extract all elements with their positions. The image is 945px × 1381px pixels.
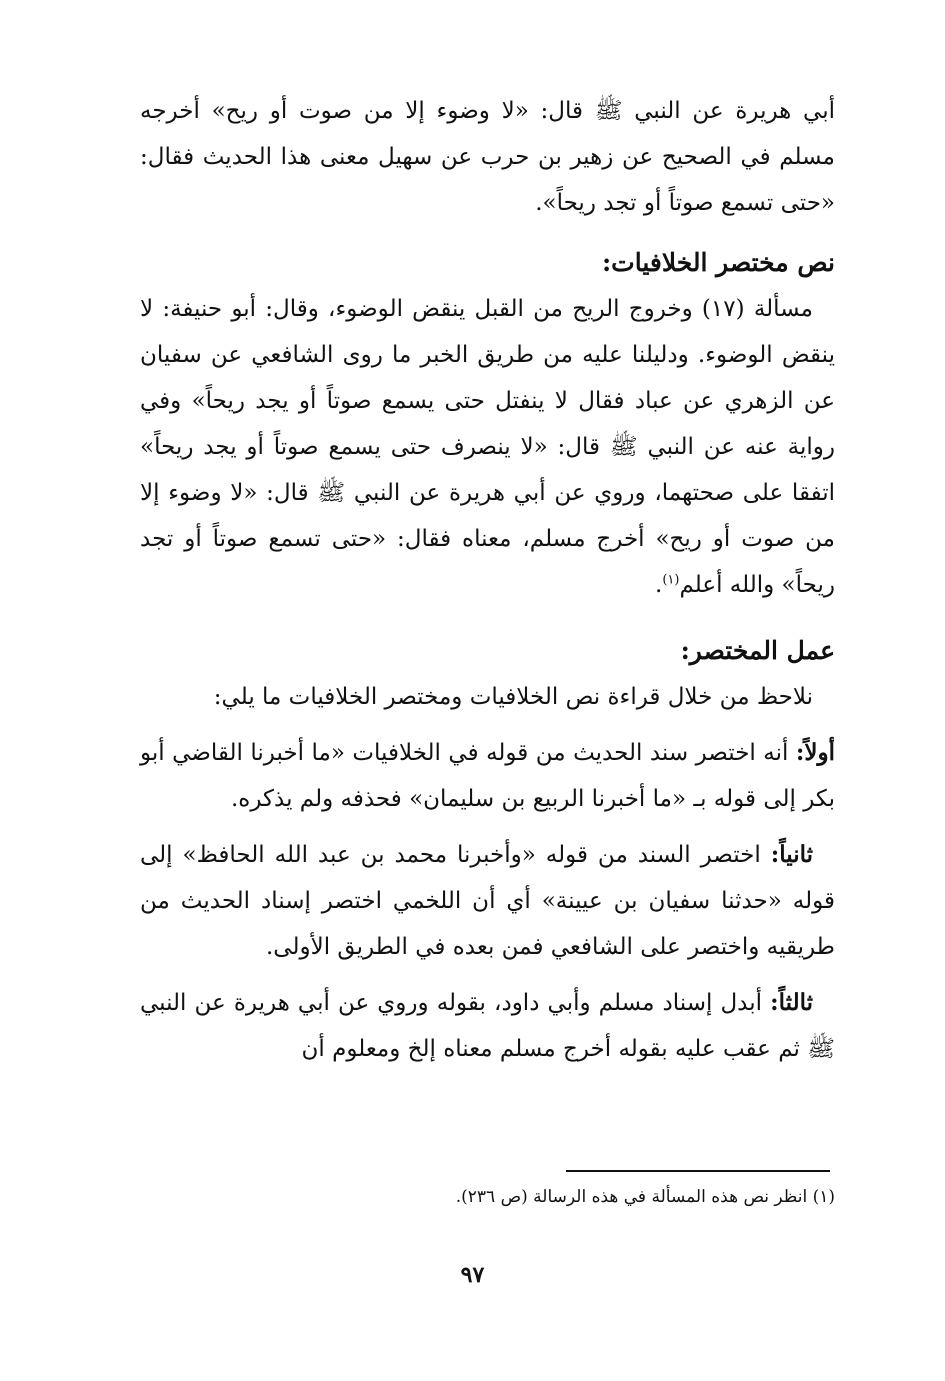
intro-paragraph: أبي هريرة عن النبي ﷺ قال: «لا وضوء إلا من صوت أو ريح» أخرجه مسلم في الصحيح عن زهير بن حرب عن سهيل معنى هذا الحديث فقال: «حتى تسمع صوتاً أو تجد ريحاً».	[140, 98, 835, 216]
section-text-body: مسألة (١٧) وخروج الريح من القبل ينقض الوضوء، وقال: أبو حنيفة: لا ينقض الوضوء. ودليلنا عليه من طريق الخبر ما روى الشافعي عن سفيان عن الزهري عن عباد فقال لا ينفتل حتى يسمع صوتاً أو يجد ريحاً» وفي رواية عنه عن النبي ﷺ قال: «لا ينصرف حتى يسمع صوتاً أو يجد ريحاً» اتفقا على صحتهما، وروي عن أبي هريرة عن النبي ﷺ قال: «لا وضوء إلا من صوت أو ريح» أخرج مسلم، معناه فقال: «حتى تسمع صوتاً أو تجد ريحاً» والله أعلم	[140, 296, 835, 598]
page-body	[140, 88, 835, 1072]
point-third-text: أبدل إسناد مسلم وأبي داود، بقوله وروي عن أبي هريرة عن النبي ﷺ ثم عقب عليه بقوله أخرج مسلم معناه إلخ ومعلوم أن	[140, 990, 835, 1062]
section-text-paragraph	[140, 286, 835, 608]
section-heading-text: نص مختصر الخلافيات:	[601, 248, 835, 277]
section-text-end: .	[655, 572, 663, 598]
point-first-text: أنه اختصر سند الحديث من قوله في الخلافيات «ما أخبرنا القاضي أبو بكر إلى قوله بـ «ما أخبرنا الربيع بن سليمان» فحذفه ولم يذكره.	[140, 740, 835, 812]
page-number: ٩٧	[460, 1262, 485, 1288]
point-first	[140, 730, 835, 822]
point-second-label: ثانياً:	[770, 841, 814, 868]
section-work-intro: نلاحظ من خلال قراءة نص الخلافيات ومختصر الخلافيات ما يلي:	[213, 684, 813, 710]
point-third	[140, 980, 835, 1072]
section-heading-work: عمل المختصر:	[680, 636, 835, 665]
point-second	[140, 832, 835, 970]
point-second-text: اختصر السند من قوله «وأخبرنا محمد بن عبد الله الحافظ» إلى قوله «حدثنا سفيان بن عيينة» أي أن اللخمي اختصر إسناد الحديث من طريقيه واختصر على الشافعي فمن بعده في الطريق الأولى.	[140, 842, 835, 960]
point-first-label: أولاً:	[795, 739, 835, 766]
footnote: (١) انظر نص هذه المسألة في هذه الرسالة (ص ٢٣٦).	[455, 1187, 835, 1207]
point-third-label: ثالثاً:	[770, 989, 814, 1016]
footnote-divider	[566, 1170, 830, 1172]
footnote-reference[interactable]: (١)	[662, 572, 680, 588]
